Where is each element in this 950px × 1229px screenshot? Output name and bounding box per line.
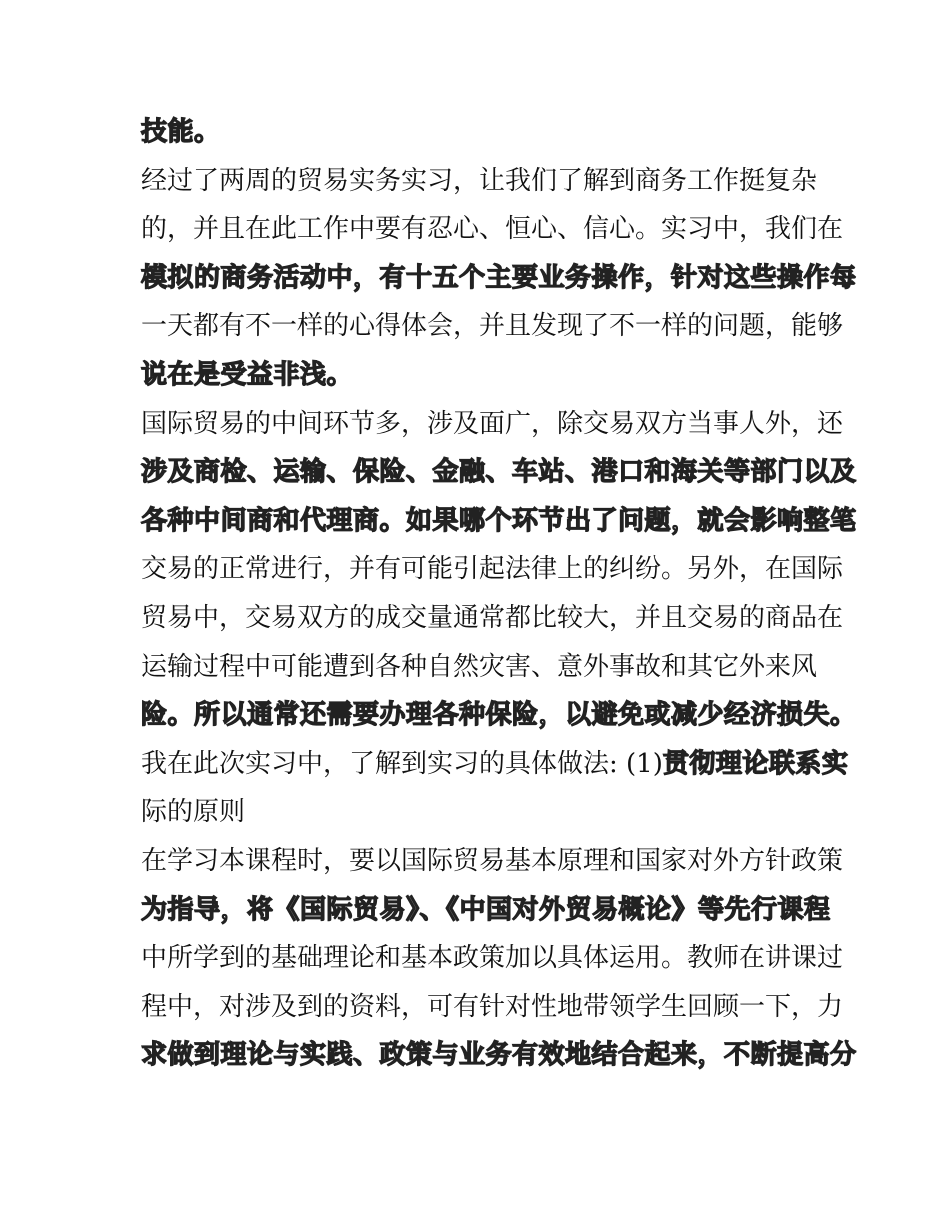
outlined-text: 为指导，将《国际贸易》、《中国对外贸易概论》等先行课程 [141,894,831,925]
text-line [141,1031,857,1080]
text-line: 运输过程中可能遭到各种自然灾害、意外事故和其它外来风 [141,651,818,682]
text-line: 在学习本课程时，要以国际贸易基本原理和国家对外方针政策 [141,845,844,876]
text-line [141,108,821,157]
text-line: 的，并且在此工作中要有忍心、恒心、信心。实习中，我们在 [141,214,844,245]
outlined-text: 各种中间商和代理商。如果哪个环节出了问题，就会影响整笔 [141,505,857,536]
text-line [141,254,857,303]
text-line: 一天都有不一样的心得体会，并且发现了不一样的问题，能够 [141,311,844,342]
text-line: 国际贸易的中间环节多，涉及面广，除交易双方当事人外，还 [141,408,844,439]
text-line [141,351,821,400]
outlined-text: 技能。 [141,117,221,147]
text-line: 程中，对涉及到的资料，可有针对性地带领学生回顾一下，力 [141,991,844,1022]
outlined-text: 涉及商检、运输、保险、金融、车站、港口和海关等部门以及 [141,457,857,488]
outlined-text: 求做到理论与实践、政策与业务有效地结合起来，不断提高分 [141,1040,857,1071]
text-line [141,740,849,789]
outlined-text: 说在是受益非浅。 [141,359,354,390]
text-line [141,691,857,740]
text-line: 交易的正常进行，并有可能引起法律上的纠纷。另外，在国际 [141,554,844,585]
outlined-text: 模拟的商务活动中，有十五个主要业务操作，针对这些操作每 [141,262,857,293]
text-line [141,497,857,546]
text-line [141,886,831,935]
text-line: 际的原则 [141,797,246,828]
body-text [141,108,857,1080]
plain-text: 我在此次实习中，了解到实习的具体做法: (1) [141,748,663,779]
outlined-text: 险。所以通常还需要办理各种保险，以避免或减少经济损失。 [141,700,857,731]
text-line: 经过了两周的贸易实务实习，让我们了解到商务工作挺复杂 [141,165,818,196]
outlined-text: 贯彻理论联系实 [662,748,849,779]
text-line [141,448,857,497]
text-line: 中所学到的基础理论和基本政策加以具体运用。教师在讲课过 [141,943,844,974]
text-line: 贸易中，交易双方的成交量通常都比较大，并且交易的商品在 [141,602,844,633]
